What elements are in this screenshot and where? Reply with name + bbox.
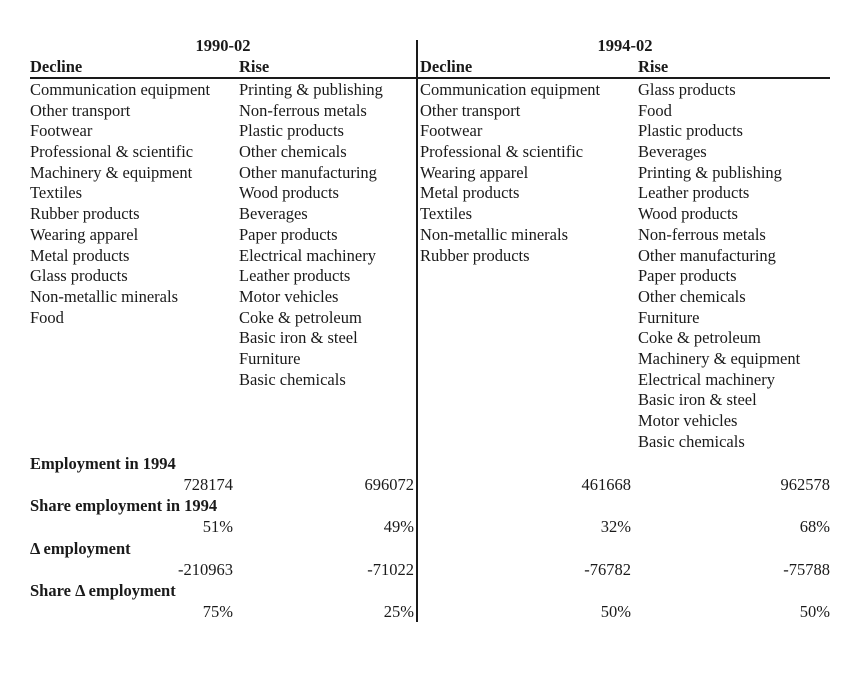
period-2-rise-list (638, 80, 800, 452)
industry-item: Other transport (30, 100, 131, 120)
stat-label-share-delta-employment: Share Δ employment (30, 581, 176, 600)
industry-item: Other manufacturing (239, 162, 377, 182)
industry-item: Other transport (420, 100, 521, 120)
header-rule-right (418, 77, 830, 79)
industry-item: Electrical machinery (239, 245, 376, 265)
industry-item: Other manufacturing (638, 245, 776, 265)
industry-item: Non-metallic minerals (420, 224, 568, 244)
stat-value: 461668 (581, 475, 631, 494)
industry-item: Wearing apparel (30, 224, 139, 244)
industry-item: Paper products (638, 266, 737, 286)
period-1-decline-list (30, 80, 210, 328)
industry-item: Printing & publishing (239, 80, 383, 99)
industry-item: Furniture (239, 348, 301, 368)
industry-item: Motor vehicles (239, 286, 339, 306)
industry-item: Furniture (638, 307, 700, 327)
industry-item: Non-ferrous metals (239, 100, 367, 120)
industry-item: Professional & scientific (30, 142, 194, 162)
industry-item: Other chemicals (638, 286, 746, 306)
industry-item: Plastic products (239, 121, 344, 141)
industry-item: Non-ferrous metals (638, 224, 766, 244)
industry-item: Textiles (420, 204, 472, 224)
period-1-rise-list (239, 80, 383, 390)
industry-item: Professional & scientific (420, 142, 584, 162)
stat-label-employment: Employment in 1994 (30, 454, 176, 473)
industry-item: Wearing apparel (420, 162, 529, 182)
industry-item: Basic chemicals (239, 369, 346, 389)
industry-item: Beverages (239, 204, 308, 224)
period-2-rise-header: Rise (638, 57, 669, 76)
industry-item: Printing & publishing (638, 162, 782, 182)
period-1-decline-header: Decline (30, 57, 83, 76)
industry-item: Metal products (30, 245, 130, 265)
period-2-decline-list (420, 80, 600, 266)
period-2-decline-header: Decline (420, 57, 473, 76)
industry-item: Communication equipment (420, 80, 601, 99)
stat-value: -71022 (367, 560, 414, 579)
stat-label-delta-employment: Δ employment (30, 539, 131, 558)
industry-item: Leather products (638, 183, 750, 203)
industry-item: Motor vehicles (638, 411, 738, 430)
industry-item: Basic chemicals (638, 431, 745, 451)
header-rule-left (30, 77, 416, 79)
industry-item: Machinery & equipment (638, 348, 801, 368)
stat-value: 25% (383, 602, 414, 621)
industry-item: Wood products (638, 204, 738, 224)
industry-item: Coke & petroleum (638, 328, 761, 348)
stat-label-share-employment: Share employment in 1994 (30, 496, 218, 515)
industry-item: Beverages (638, 142, 707, 162)
industry-item: Food (30, 307, 64, 327)
industry-item: Wood products (239, 183, 339, 203)
stat-value: 728174 (183, 475, 233, 494)
stat-value: -76782 (584, 560, 631, 579)
industry-item: Paper products (239, 224, 338, 244)
stat-value: -210963 (178, 560, 233, 579)
industry-item: Plastic products (638, 121, 743, 141)
period-divider (416, 40, 418, 622)
period-1-rise-header: Rise (239, 57, 270, 76)
industry-item: Basic iron & steel (638, 390, 757, 410)
stat-value: 50% (799, 602, 830, 621)
industry-item: Rubber products (30, 204, 140, 224)
stat-value: 32% (600, 517, 631, 536)
stat-value: 50% (600, 602, 631, 621)
stat-value: 696072 (364, 475, 414, 494)
industry-item: Leather products (239, 266, 351, 286)
period-2-header: 1994-02 (597, 36, 653, 55)
industry-item: Basic iron & steel (239, 328, 358, 348)
industry-item: Glass products (638, 80, 736, 99)
industry-item: Coke & petroleum (239, 307, 362, 327)
stat-value: 51% (202, 517, 233, 536)
stat-value: 68% (799, 517, 830, 536)
stat-value: 75% (202, 602, 233, 621)
industry-item: Footwear (30, 121, 93, 141)
industry-item: Footwear (420, 121, 483, 141)
period-1-header: 1990-02 (195, 36, 251, 55)
industry-item: Food (638, 100, 672, 120)
industry-item: Glass products (30, 266, 128, 286)
stat-value: 962578 (780, 475, 830, 494)
industry-item: Rubber products (420, 245, 530, 265)
industry-item: Textiles (30, 183, 82, 203)
industry-item: Electrical machinery (638, 369, 775, 389)
industry-item: Non-metallic minerals (30, 286, 178, 306)
industry-item: Other chemicals (239, 142, 347, 162)
industry-item: Communication equipment (30, 80, 211, 99)
stat-value: 49% (383, 517, 414, 536)
industry-item: Metal products (420, 183, 520, 203)
industry-item: Machinery & equipment (30, 162, 193, 182)
stat-value: -75788 (783, 560, 830, 579)
